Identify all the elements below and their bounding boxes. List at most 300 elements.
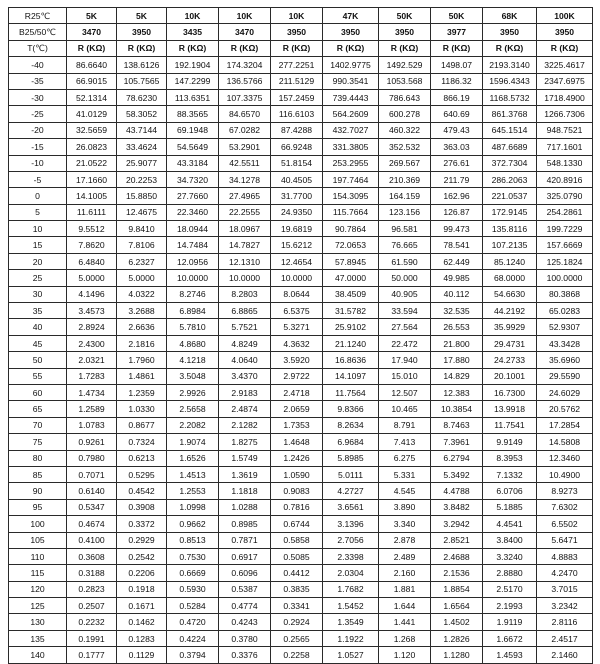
table-row: [9, 598, 593, 614]
resistance-cell: 211.79: [431, 171, 483, 187]
resistance-cell: 0.3608: [67, 548, 117, 564]
resistance-cell: 27.4965: [219, 188, 271, 204]
resistance-cell: 1.4502: [431, 614, 483, 630]
header-cell: 3950: [117, 24, 167, 40]
resistance-cell: 3.8482: [431, 499, 483, 515]
resistance-cell: 1.2826: [431, 630, 483, 646]
resistance-cell: 1.1922: [323, 630, 379, 646]
resistance-cell: 4.4788: [431, 483, 483, 499]
resistance-cell: 3.340: [379, 516, 431, 532]
resistance-cell: 3.2688: [117, 303, 167, 319]
resistance-cell: 1186.32: [431, 73, 483, 89]
header-cell: R (KΩ): [323, 40, 379, 56]
table-row: [9, 171, 593, 187]
resistance-cell: 210.369: [379, 171, 431, 187]
header-cell: R (KΩ): [483, 40, 537, 56]
temperature-cell: -20: [9, 122, 67, 138]
header-cell: 5K: [67, 8, 117, 24]
resistance-cell: 253.2955: [323, 155, 379, 171]
resistance-cell: 432.7027: [323, 122, 379, 138]
temperature-cell: 10: [9, 221, 67, 237]
resistance-cell: 0.4224: [167, 630, 219, 646]
resistance-cell: 54.6630: [483, 286, 537, 302]
resistance-cell: 0.5295: [117, 466, 167, 482]
resistance-cell: 17.880: [431, 352, 483, 368]
resistance-cell: 0.6140: [67, 483, 117, 499]
resistance-cell: 0.5284: [167, 598, 219, 614]
table-row: [9, 565, 593, 581]
resistance-cell: 0.5930: [167, 581, 219, 597]
resistance-cell: 135.8116: [483, 221, 537, 237]
resistance-cell: 0.3780: [219, 630, 271, 646]
resistance-cell: 1.8275: [219, 434, 271, 450]
table-row: [9, 548, 593, 564]
table-row: [9, 401, 593, 417]
resistance-cell: 2193.3140: [483, 57, 537, 73]
temperature-cell: 115: [9, 565, 67, 581]
resistance-cell: 113.6351: [167, 89, 219, 105]
resistance-cell: 20.1001: [483, 368, 537, 384]
header-cell: 3470: [67, 24, 117, 40]
resistance-cell: 0.1283: [117, 630, 167, 646]
resistance-cell: 96.581: [379, 221, 431, 237]
table-row: [9, 221, 593, 237]
resistance-cell: 7.6302: [537, 499, 593, 515]
resistance-cell: 57.8945: [323, 253, 379, 269]
resistance-cell: 116.6103: [271, 106, 323, 122]
resistance-cell: 17.940: [379, 352, 431, 368]
resistance-cell: 1.4734: [67, 384, 117, 400]
resistance-cell: 739.4443: [323, 89, 379, 105]
resistance-cell: 68.0000: [483, 270, 537, 286]
resistance-cell: 2.4718: [271, 384, 323, 400]
temperature-cell: -30: [9, 89, 67, 105]
resistance-cell: 65.0283: [537, 303, 593, 319]
resistance-cell: 0.7816: [271, 499, 323, 515]
header-cell: 5K: [117, 8, 167, 24]
resistance-cell: 138.6126: [117, 57, 167, 73]
table-row: [9, 581, 593, 597]
header-row-r25: [9, 8, 593, 24]
resistance-cell: 78.541: [431, 237, 483, 253]
temperature-cell: 40: [9, 319, 67, 335]
resistance-cell: 1718.4900: [537, 89, 593, 105]
resistance-cell: 1.2589: [67, 401, 117, 417]
resistance-cell: 1.4593: [483, 647, 537, 663]
header-cell: R (KΩ): [379, 40, 431, 56]
resistance-cell: 6.5375: [271, 303, 323, 319]
resistance-cell: 9.8366: [323, 401, 379, 417]
resistance-cell: 54.5649: [167, 139, 219, 155]
table-row: [9, 516, 593, 532]
resistance-cell: 0.3835: [271, 581, 323, 597]
resistance-cell: 72.0653: [323, 237, 379, 253]
resistance-cell: 43.3184: [167, 155, 219, 171]
resistance-cell: 126.87: [431, 204, 483, 220]
resistance-cell: 21.0522: [67, 155, 117, 171]
temperature-cell: 75: [9, 434, 67, 450]
table-row: [9, 532, 593, 548]
resistance-cell: 11.6111: [67, 204, 117, 220]
resistance-cell: 86.6640: [67, 57, 117, 73]
resistance-cell: 33.594: [379, 303, 431, 319]
resistance-cell: 3.4573: [67, 303, 117, 319]
resistance-cell: 0.7530: [167, 548, 219, 564]
resistance-cell: 2.7056: [323, 532, 379, 548]
header-cell: 10K: [219, 8, 271, 24]
header-cell: 50K: [379, 8, 431, 24]
resistance-cell: 0.7871: [219, 532, 271, 548]
resistance-cell: 11.7541: [483, 417, 537, 433]
table-row: [9, 319, 593, 335]
header-cell: 3950: [483, 24, 537, 40]
resistance-cell: 4.2727: [323, 483, 379, 499]
table-row: [9, 434, 593, 450]
resistance-cell: 10.3854: [431, 401, 483, 417]
resistance-cell: 1.0998: [167, 499, 219, 515]
resistance-cell: 43.7144: [117, 122, 167, 138]
resistance-cell: 2.0321: [67, 352, 117, 368]
resistance-cell: 0.7980: [67, 450, 117, 466]
resistance-cell: 20.2253: [117, 171, 167, 187]
header-cell: 68K: [483, 8, 537, 24]
resistance-cell: 14.829: [431, 368, 483, 384]
resistance-cell: 100.0000: [537, 270, 593, 286]
table-row: [9, 139, 593, 155]
resistance-cell: 3.2942: [431, 516, 483, 532]
resistance-cell: 2.8521: [431, 532, 483, 548]
temperature-cell: 30: [9, 286, 67, 302]
resistance-cell: 0.4100: [67, 532, 117, 548]
resistance-cell: 38.4509: [323, 286, 379, 302]
resistance-cell: 52.1314: [67, 89, 117, 105]
resistance-cell: 8.7463: [431, 417, 483, 433]
resistance-cell: 10.0000: [219, 270, 271, 286]
table-row: [9, 499, 593, 515]
resistance-cell: 1.2359: [117, 384, 167, 400]
temperature-cell: 135: [9, 630, 67, 646]
temperature-cell: 45: [9, 335, 67, 351]
table-row: [9, 630, 593, 646]
resistance-cell: 0.3341: [271, 598, 323, 614]
resistance-cell: 12.4654: [271, 253, 323, 269]
temperature-cell: 80: [9, 450, 67, 466]
header-cell: 10K: [167, 8, 219, 24]
resistance-cell: 0.3372: [117, 516, 167, 532]
resistance-cell: 7.8106: [117, 237, 167, 253]
resistance-cell: 0.6669: [167, 565, 219, 581]
temperature-cell: 0: [9, 188, 67, 204]
resistance-cell: 0.4542: [117, 483, 167, 499]
resistance-cell: 4.1218: [167, 352, 219, 368]
resistance-cell: 6.275: [379, 450, 431, 466]
header-cell: R (KΩ): [537, 40, 593, 56]
resistance-cell: 5.7521: [219, 319, 271, 335]
temperature-cell: 20: [9, 253, 67, 269]
resistance-cell: 0.4674: [67, 516, 117, 532]
resistance-cell: 53.2901: [219, 139, 271, 155]
resistance-cell: 123.156: [379, 204, 431, 220]
resistance-cell: 6.9684: [323, 434, 379, 450]
resistance-cell: 1.3549: [323, 614, 379, 630]
resistance-cell: 4.8883: [537, 548, 593, 564]
resistance-cell: 2.2082: [167, 417, 219, 433]
header-cell: 47K: [323, 8, 379, 24]
resistance-cell: 174.3204: [219, 57, 271, 73]
resistance-cell: 3.6561: [323, 499, 379, 515]
resistance-cell: 4.2470: [537, 565, 593, 581]
resistance-cell: 14.5808: [537, 434, 593, 450]
resistance-cell: 14.7827: [219, 237, 271, 253]
temperature-cell: 5: [9, 204, 67, 220]
resistance-cell: 2.1282: [219, 417, 271, 433]
resistance-cell: 18.0944: [167, 221, 219, 237]
resistance-cell: 0.4720: [167, 614, 219, 630]
resistance-cell: 1.5452: [323, 598, 379, 614]
resistance-cell: 99.473: [431, 221, 483, 237]
resistance-cell: 10.465: [379, 401, 431, 417]
resistance-cell: 10.0000: [271, 270, 323, 286]
resistance-cell: 50.000: [379, 270, 431, 286]
resistance-cell: 51.8154: [271, 155, 323, 171]
table-row: [9, 237, 593, 253]
resistance-cell: 5.8985: [323, 450, 379, 466]
resistance-cell: 717.1601: [537, 139, 593, 155]
resistance-cell: 7.1332: [483, 466, 537, 482]
resistance-cell: 352.532: [379, 139, 431, 155]
resistance-cell: 0.2565: [271, 630, 323, 646]
header-cell: 100K: [537, 8, 593, 24]
table-row: [9, 155, 593, 171]
resistance-cell: 26.0823: [67, 139, 117, 155]
resistance-cell: 277.2251: [271, 57, 323, 73]
resistance-cell: 5.0111: [323, 466, 379, 482]
resistance-cell: 80.3868: [537, 286, 593, 302]
resistance-cell: 3.5920: [271, 352, 323, 368]
resistance-cell: 34.1278: [219, 171, 271, 187]
resistance-cell: 0.7324: [117, 434, 167, 450]
resistance-cell: 20.5762: [537, 401, 593, 417]
resistance-cell: 107.2135: [483, 237, 537, 253]
resistance-cell: 154.3095: [323, 188, 379, 204]
resistance-cell: 4.8680: [167, 335, 219, 351]
resistance-cell: 1.2553: [167, 483, 219, 499]
resistance-cell: 7.413: [379, 434, 431, 450]
temperature-cell: -10: [9, 155, 67, 171]
resistance-cell: 0.1918: [117, 581, 167, 597]
resistance-cell: 66.9015: [67, 73, 117, 89]
temperature-cell: 100: [9, 516, 67, 532]
resistance-cell: 13.9918: [483, 401, 537, 417]
header-cell: R (KΩ): [167, 40, 219, 56]
resistance-cell: 2.1536: [431, 565, 483, 581]
resistance-cell: 17.2854: [537, 417, 593, 433]
resistance-cell: 6.5502: [537, 516, 593, 532]
resistance-cell: 0.9083: [271, 483, 323, 499]
resistance-cell: 645.1514: [483, 122, 537, 138]
table-row: [9, 253, 593, 269]
resistance-cell: 10.0000: [167, 270, 219, 286]
resistance-cell: 78.6230: [117, 89, 167, 105]
resistance-cell: 1.0590: [271, 466, 323, 482]
resistance-cell: 1.4861: [117, 368, 167, 384]
resistance-cell: 14.7484: [167, 237, 219, 253]
resistance-cell: 2.4688: [431, 548, 483, 564]
resistance-cell: 69.1948: [167, 122, 219, 138]
resistance-cell: 1.0783: [67, 417, 117, 433]
resistance-cell: 76.665: [379, 237, 431, 253]
resistance-cell: 3.2342: [537, 598, 593, 614]
resistance-cell: 0.3188: [67, 565, 117, 581]
resistance-cell: 1.7682: [323, 581, 379, 597]
table-row: [9, 647, 593, 663]
resistance-cell: 0.2232: [67, 614, 117, 630]
resistance-cell: 0.5347: [67, 499, 117, 515]
temperature-cell: -25: [9, 106, 67, 122]
resistance-cell: 3.1396: [323, 516, 379, 532]
resistance-cell: 420.8916: [537, 171, 593, 187]
resistance-cell: 0.3908: [117, 499, 167, 515]
resistance-cell: 2.489: [379, 548, 431, 564]
resistance-cell: 4.8249: [219, 335, 271, 351]
resistance-cell: 4.4541: [483, 516, 537, 532]
table-row: [9, 122, 593, 138]
resistance-cell: 172.9145: [483, 204, 537, 220]
resistance-cell: 19.6819: [271, 221, 323, 237]
resistance-cell: 67.0282: [219, 122, 271, 138]
resistance-cell: 479.43: [431, 122, 483, 138]
resistance-cell: 861.3768: [483, 106, 537, 122]
temperature-cell: 35: [9, 303, 67, 319]
resistance-cell: 3.3240: [483, 548, 537, 564]
resistance-cell: 197.7464: [323, 171, 379, 187]
resistance-cell: 6.2794: [431, 450, 483, 466]
resistance-cell: 1.644: [379, 598, 431, 614]
resistance-cell: 157.6669: [537, 237, 593, 253]
resistance-cell: 4.3632: [271, 335, 323, 351]
resistance-cell: 2.4874: [219, 401, 271, 417]
resistance-cell: 5.3492: [431, 466, 483, 482]
resistance-cell: 2.0304: [323, 565, 379, 581]
resistance-cell: 1492.529: [379, 57, 431, 73]
resistance-cell: 22.472: [379, 335, 431, 351]
resistance-cell: 27.564: [379, 319, 431, 335]
resistance-cell: 17.1660: [67, 171, 117, 187]
header-cell: 3950: [271, 24, 323, 40]
resistance-cell: 331.3805: [323, 139, 379, 155]
resistance-cell: 32.5659: [67, 122, 117, 138]
resistance-cell: 0.5085: [271, 548, 323, 564]
header-cell: 50K: [431, 8, 483, 24]
table-row: [9, 270, 593, 286]
resistance-cell: 1.881: [379, 581, 431, 597]
resistance-cell: 0.9261: [67, 434, 117, 450]
resistance-cell: 26.553: [431, 319, 483, 335]
resistance-cell: 12.1310: [219, 253, 271, 269]
resistance-cell: 1.8854: [431, 581, 483, 597]
resistance-cell: 6.0706: [483, 483, 537, 499]
temperature-cell: 70: [9, 417, 67, 433]
resistance-cell: 162.96: [431, 188, 483, 204]
temperature-cell: -15: [9, 139, 67, 155]
resistance-cell: 33.4624: [117, 139, 167, 155]
resistance-cell: 8.9273: [537, 483, 593, 499]
resistance-cell: 990.3541: [323, 73, 379, 89]
table-row: [9, 352, 593, 368]
resistance-cell: 12.383: [431, 384, 483, 400]
temperature-cell: 125: [9, 598, 67, 614]
resistance-cell: 15.8850: [117, 188, 167, 204]
resistance-cell: 1.4648: [271, 434, 323, 450]
resistance-cell: 372.7304: [483, 155, 537, 171]
resistance-cell: 3.5048: [167, 368, 219, 384]
resistance-cell: 47.0000: [323, 270, 379, 286]
temperature-cell: 65: [9, 401, 67, 417]
resistance-cell: 3.7015: [537, 581, 593, 597]
resistance-cell: 40.905: [379, 286, 431, 302]
resistance-cell: 8.2746: [167, 286, 219, 302]
resistance-cell: 363.03: [431, 139, 483, 155]
resistance-cell: 49.985: [431, 270, 483, 286]
table-row: [9, 384, 593, 400]
resistance-cell: 22.3460: [167, 204, 219, 220]
resistance-cell: 88.3565: [167, 106, 219, 122]
header-label-cell: R25℃: [9, 8, 67, 24]
table-row: [9, 303, 593, 319]
header-label-cell: T(℃): [9, 40, 67, 56]
resistance-cell: 3.890: [379, 499, 431, 515]
header-cell: 3435: [167, 24, 219, 40]
resistance-cell: 43.3428: [537, 335, 593, 351]
resistance-cell: 1.7283: [67, 368, 117, 384]
resistance-cell: 10.4900: [537, 466, 593, 482]
resistance-cell: 58.3052: [117, 106, 167, 122]
resistance-cell: 1596.4343: [483, 73, 537, 89]
resistance-cell: 1.9074: [167, 434, 219, 450]
resistance-cell: 24.2733: [483, 352, 537, 368]
resistance-cell: 0.2507: [67, 598, 117, 614]
temperature-cell: 55: [9, 368, 67, 384]
resistance-cell: 0.2258: [271, 647, 323, 663]
resistance-cell: 1.6564: [431, 598, 483, 614]
resistance-cell: 90.7864: [323, 221, 379, 237]
header-cell: R (KΩ): [271, 40, 323, 56]
resistance-cell: 0.2929: [117, 532, 167, 548]
resistance-cell: 1.6526: [167, 450, 219, 466]
header-cell: R (KΩ): [117, 40, 167, 56]
resistance-cell: 2.1816: [117, 335, 167, 351]
resistance-cell: 84.6570: [219, 106, 271, 122]
resistance-cell: 12.4675: [117, 204, 167, 220]
resistance-cell: 87.4288: [271, 122, 323, 138]
resistance-cell: 1.0330: [117, 401, 167, 417]
resistance-cell: 66.9248: [271, 139, 323, 155]
resistance-cell: 61.590: [379, 253, 431, 269]
table-body: [9, 8, 593, 664]
temperature-cell: 50: [9, 352, 67, 368]
header-cell: 3950: [537, 24, 593, 40]
resistance-cell: 136.5766: [219, 73, 271, 89]
resistance-cell: 4.1496: [67, 286, 117, 302]
resistance-cell: 2.160: [379, 565, 431, 581]
resistance-cell: 0.2924: [271, 614, 323, 630]
resistance-cell: 3225.4617: [537, 57, 593, 73]
resistance-cell: 254.2861: [537, 204, 593, 220]
resistance-cell: 40.112: [431, 286, 483, 302]
table-row: [9, 450, 593, 466]
resistance-cell: 286.2063: [483, 171, 537, 187]
resistance-cell: 0.1991: [67, 630, 117, 646]
